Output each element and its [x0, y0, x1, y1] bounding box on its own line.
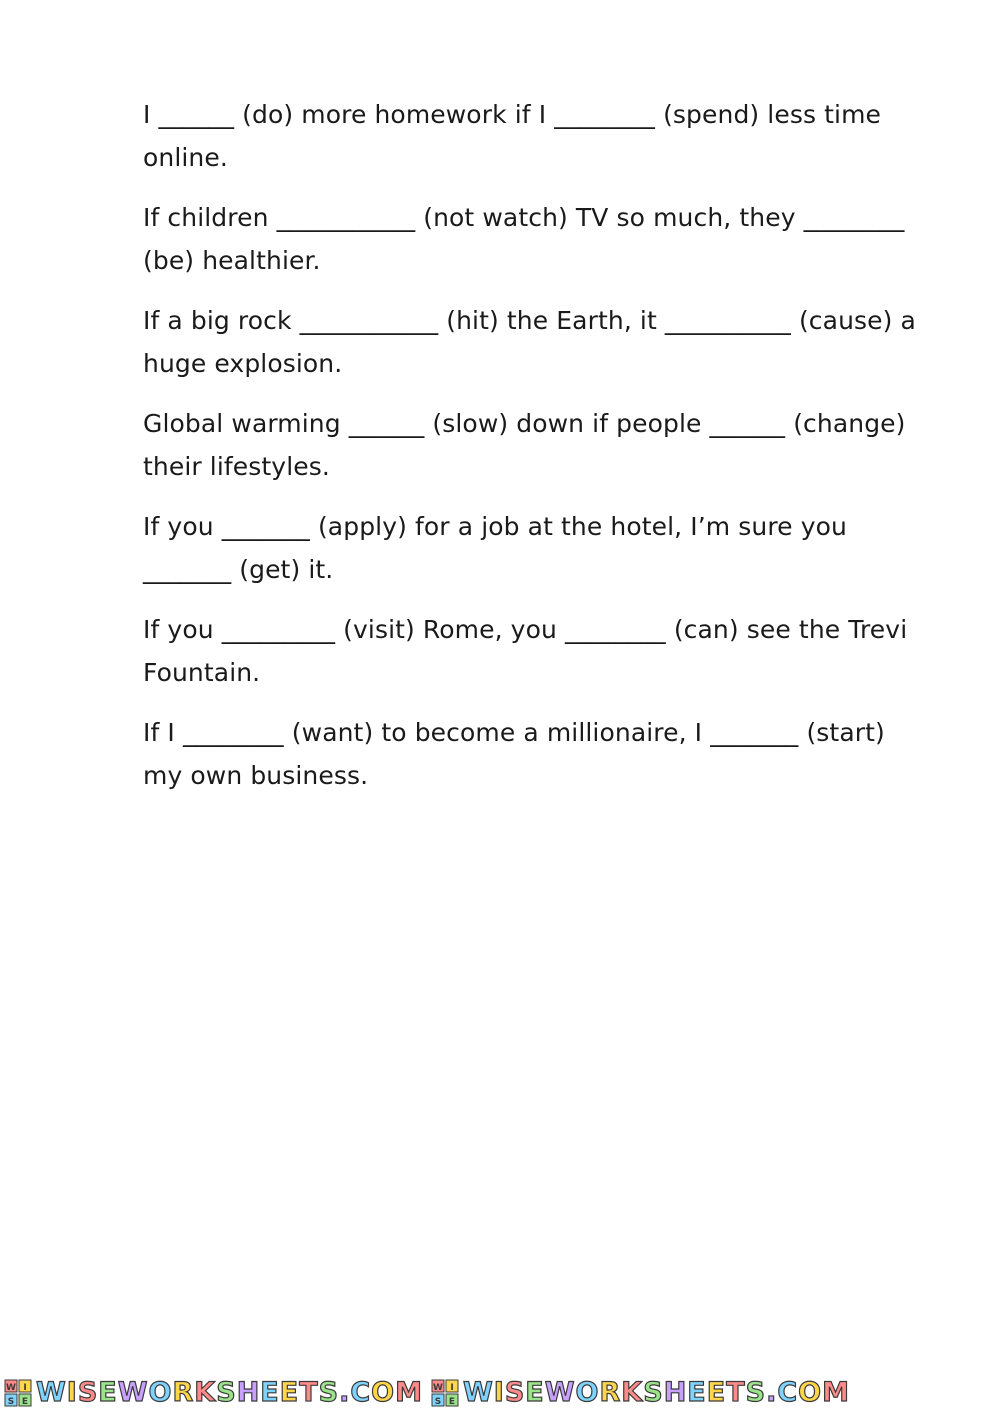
- sentence-7: If I ________ (want) to become a millionaire, I _______ (start) my own business.: [143, 718, 885, 790]
- wise-logo-icon: [431, 1379, 459, 1407]
- svg-text:S: S: [434, 1397, 442, 1407]
- svg-text:I: I: [23, 1383, 27, 1393]
- svg-text:S: S: [7, 1397, 15, 1407]
- svg-text:E: E: [448, 1397, 456, 1407]
- sentence-2: If children ___________ (not watch) TV so much, they ________ (be) healthier.: [143, 203, 905, 275]
- footer-branding: [0, 1373, 1000, 1413]
- svg-text:E: E: [21, 1397, 29, 1407]
- svg-text:I: I: [450, 1383, 454, 1393]
- brand-block-1: [4, 1376, 423, 1410]
- sentence-6: If you _________ (visit) Rome, you ________ (can) see the Trevi Fountain.: [143, 615, 908, 687]
- svg-text:W: W: [433, 1383, 443, 1393]
- brand-text-1: WISEWORKSHEETS.COM: [36, 1377, 423, 1408]
- sentence-1: I ______ (do) more homework if I ________ (spend) less time online.: [143, 100, 882, 172]
- sentence-3: If a big rock ___________ (hit) the Earth, it __________ (cause) a huge explosion.: [143, 306, 916, 378]
- brand-text-2: WISEWORKSHEETS.COM: [463, 1377, 850, 1408]
- sentence-5: If you _______ (apply) for a job at the hotel, I’m sure you _______ (get) it.: [143, 512, 847, 584]
- worksheet-exercise: [143, 93, 923, 814]
- brand-block-2: [431, 1376, 850, 1410]
- svg-text:W: W: [6, 1383, 16, 1393]
- wise-logo-icon: [4, 1379, 32, 1407]
- sentence-4: Global warming ______ (slow) down if people ______ (change) their lifestyles.: [143, 409, 906, 481]
